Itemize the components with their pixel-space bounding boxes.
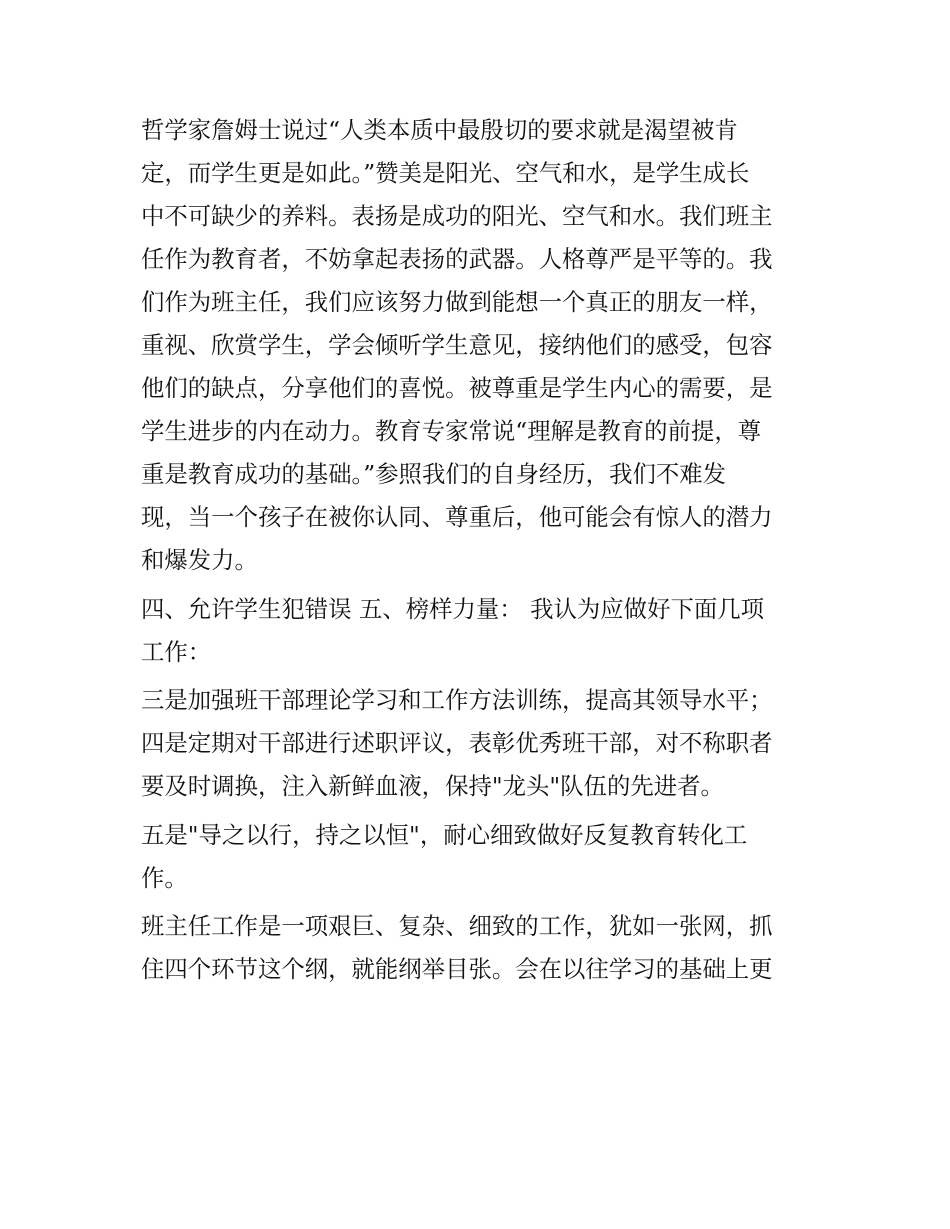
text-line: 要及时调换，注入新鲜血液，保持"龙头"队伍的先进者。 [141,772,724,800]
text-line: 重视、欣赏学生，学会倾听学生意见，接纳他们的感受，包容 [141,331,773,359]
text-line: 们作为班主任，我们应该努力做到能想一个真正的朋友一样， [141,288,773,316]
text-line: 四是定期对干部进行述职评议，表彰优秀班干部，对不称职者 [141,729,773,757]
text-line: 他们的缺点，分享他们的喜悦。被尊重是学生内心的需要，是 [141,374,773,402]
text-line: 工作： [141,637,212,666]
body-text [141,109,816,997]
text-line: 班主任工作是一项艰巨、复杂、细致的工作，犹如一张网，抓 [141,912,773,940]
text-line: 哲学家詹姆士说过“人类本质中最殷切的要求就是渴望被肯 [141,116,738,144]
paragraph-guidance [141,814,816,900]
paragraph-praise [141,109,816,582]
text-line: 和爆发力。 [141,546,258,574]
text-line: 中不可缺少的养料。表扬是成功的阳光、空气和水。我们班主 [141,202,773,230]
paragraph-conclusion [141,905,816,991]
paragraph-cadre-training [141,679,816,808]
text-line: 定，而学生更是如此。”赞美是阳光、空气和水，是学生成长 [141,159,750,187]
text-line: 现，当一个孩子在被你认同、尊重后，他可能会有惊人的潜力 [141,503,773,531]
text-line: 作。 [141,863,188,892]
text-line: 重是教育成功的基础。”参照我们的自身经历，我们不难发 [141,460,727,488]
text-line: 任作为教育者，不妨拿起表扬的武器。人格尊严是平等的。我 [141,245,773,273]
text-line: 四、允许学生犯错误 五、榜样力量： 我认为应做好下面几项 [141,594,765,623]
text-line: 学生进步的内在动力。教育专家常说“理解是教育的前提，尊 [141,417,762,445]
text-line: 住四个环节这个纲，就能纲举目张。会在以往学习的基础上更 [141,955,773,983]
text-line: 五是"导之以行，持之以恒"，耐心细致做好反复教育转化工 [141,820,748,849]
text-line: 三是加强班干部理论学习和工作方法训练，提高其领导水平； [141,686,773,714]
paragraph-sections [141,588,816,674]
